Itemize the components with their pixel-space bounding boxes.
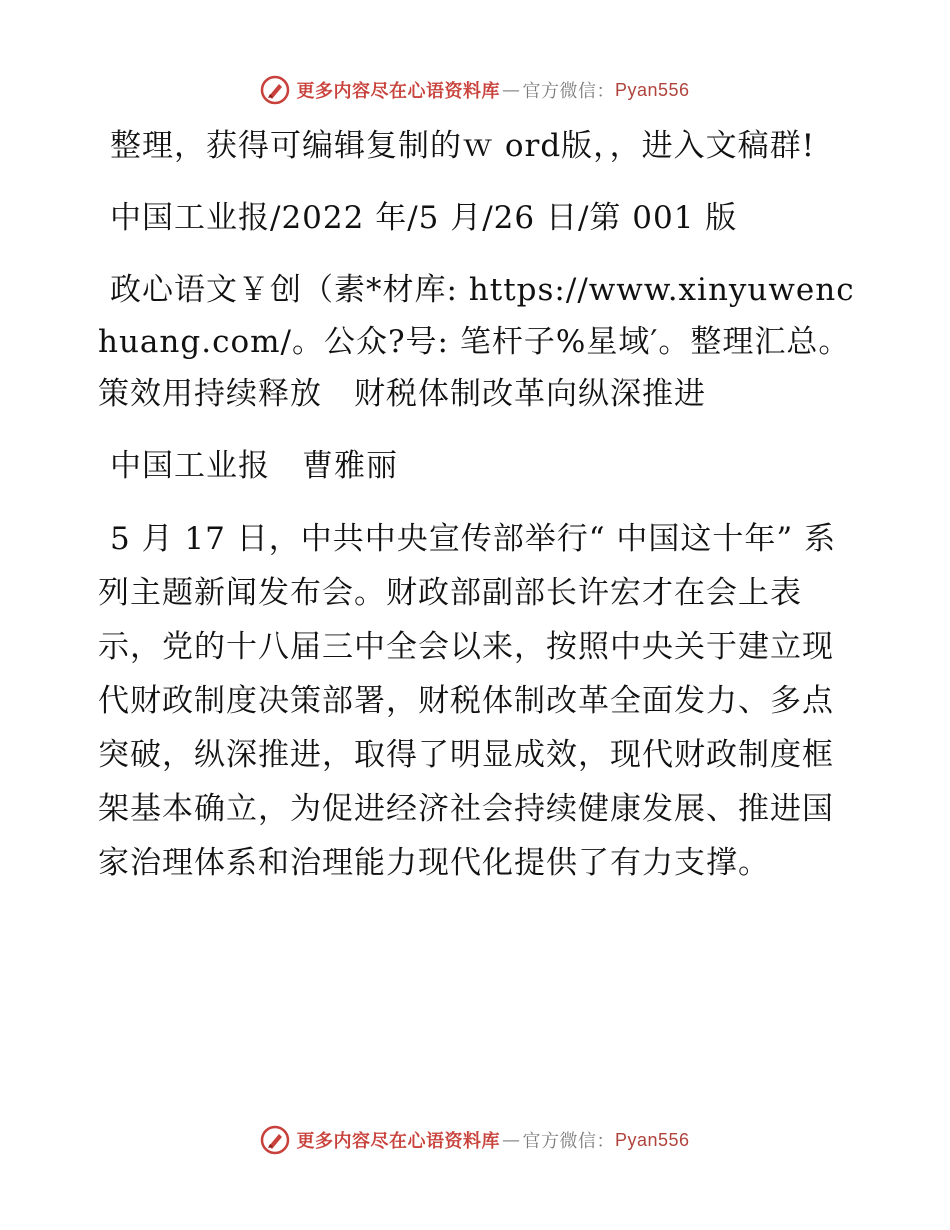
title-paragraph: 政心语文￥创（素*材库: https://www.xinyuwenchuang.com/。公众?号: 笔杆子%星域′。整理汇总。策效用持续释放 财税体制改革向纵深推进	[98, 272, 855, 412]
banner-dash: —	[501, 79, 521, 101]
intro-paragraph: 整理，获得可编辑复制的ｗ ord版，，进入文稿群!	[110, 128, 816, 164]
byline: 中国工业报 曹雅丽	[110, 448, 398, 484]
banner-wechat-id: Pyan556	[614, 79, 690, 100]
banner-site-label: 更多内容尽在心语资料库	[296, 81, 500, 102]
body-paragraph: 5 月 17 日，中共中央宣传部举行“ 中国这十年” 系列主题新闻发布会。财政部副部长许宏才在会上表示，党的十八届三中全会以来，按照中央关于建立现代财政制度决策部署，财税体制改革全面发力、多点突破，纵深推进，取得了明显成效，现代财政制度框架基本确立，为促进经济社会持续健康发展、推进国家治理体系和治理能力现代化提供了有力支撑。	[98, 521, 837, 881]
banner-site-label: 更多内容尽在心语资料库	[296, 1131, 500, 1152]
header-watermark-banner	[0, 70, 950, 110]
banner-official-label: 官方微信：	[522, 81, 615, 102]
banner-dash: —	[501, 1129, 521, 1151]
banner-official-label: 官方微信：	[522, 1131, 615, 1152]
footer-watermark-banner	[0, 1120, 950, 1160]
banner-wechat-id: Pyan556	[614, 1129, 690, 1150]
pen-logo-icon	[260, 1125, 290, 1155]
document-body	[98, 120, 858, 910]
source-line: 中国工业报/2022 年/5 月/26 日/第 001 版	[110, 200, 738, 236]
pen-logo-icon	[260, 75, 290, 105]
